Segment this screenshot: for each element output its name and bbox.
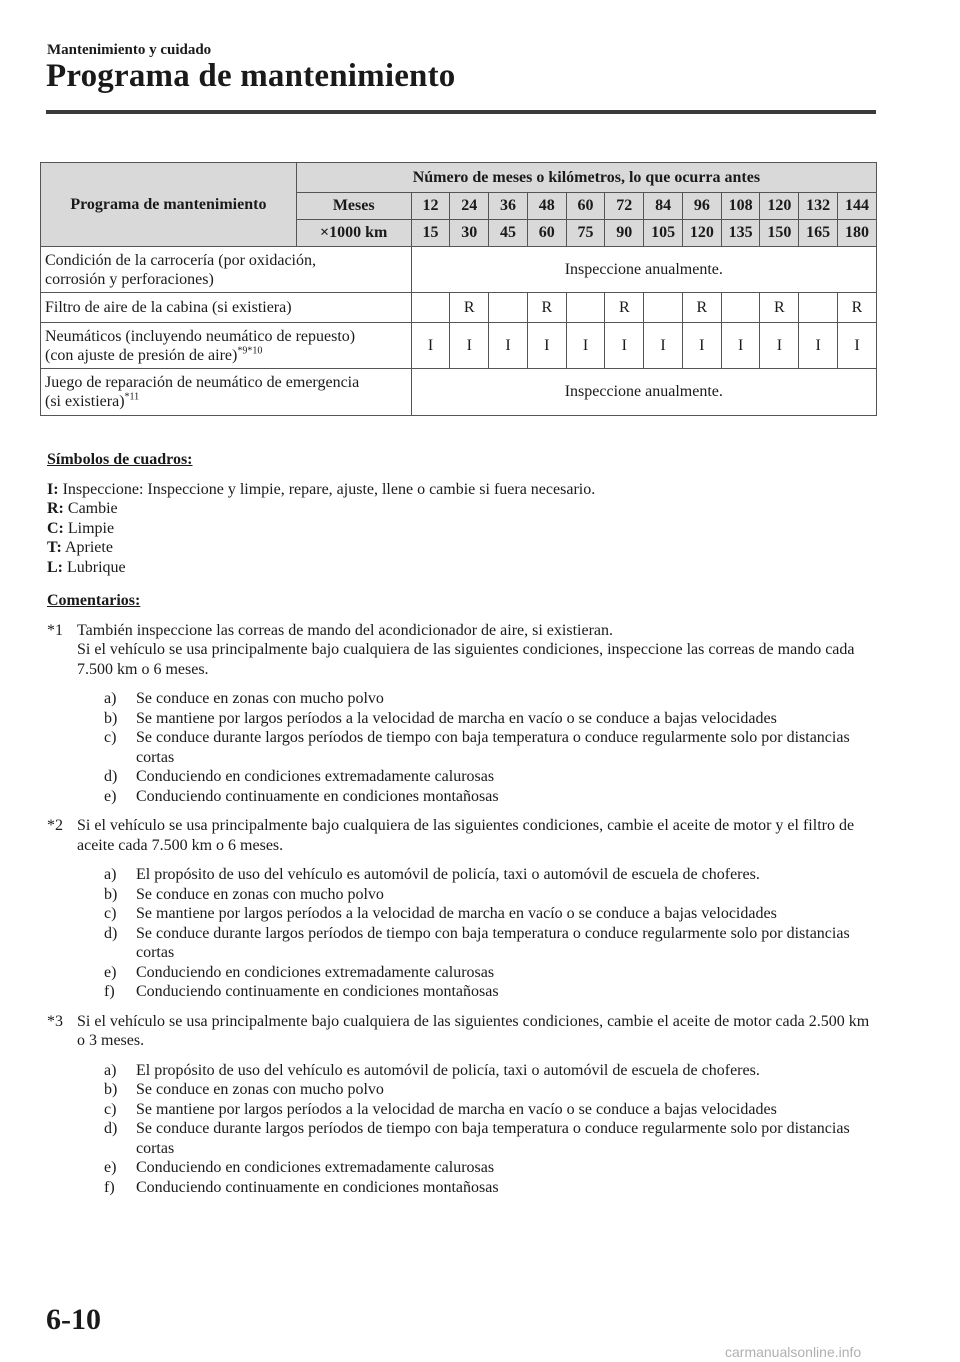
table-corner-header: Programa de mantenimiento bbox=[41, 163, 297, 247]
item-letter: b) bbox=[104, 709, 118, 727]
item-letter: f) bbox=[104, 1178, 115, 1196]
item-letter: d) bbox=[104, 924, 118, 942]
item-text: Se conduce en zonas con mucho polvo bbox=[136, 885, 384, 903]
item-text: Se conduce durante largos períodos de tiempo con baja temperatura o conduce regularmente solo por distancias cortas bbox=[136, 924, 850, 961]
watermark: carmanualsonline.info bbox=[725, 1344, 862, 1360]
symbol-key: L: bbox=[47, 558, 63, 576]
symbol-key: I: bbox=[47, 480, 59, 498]
row-item-label bbox=[41, 293, 412, 323]
mark-cell: I bbox=[760, 323, 799, 369]
symbol-text: Lubrique bbox=[67, 558, 126, 576]
condition-list bbox=[104, 1061, 877, 1198]
item-text: Conduciendo continuamente en condiciones montañosas bbox=[136, 983, 499, 1000]
list-item bbox=[104, 1119, 877, 1158]
footnote-ref: *9*10 bbox=[237, 345, 263, 357]
item-line: Filtro de aire de la cabina (si existiera) bbox=[45, 299, 292, 316]
page-number: 6-10 bbox=[46, 1303, 101, 1336]
list-item bbox=[104, 709, 877, 729]
page-title: Programa de mantenimiento bbox=[46, 58, 456, 94]
item-text: Se mantiene por largos períodos a la velocidad de marcha en vacío o se conduce a bajas velocidades bbox=[136, 709, 777, 727]
note-3 bbox=[47, 1012, 877, 1198]
span-instruction: Inspeccione anualmente. bbox=[411, 369, 876, 416]
item-letter: a) bbox=[104, 866, 117, 883]
span-instruction: Inspeccione anualmente. bbox=[411, 247, 876, 293]
symbol-text: Cambie bbox=[67, 500, 118, 517]
note-text: También inspeccione las correas de mando del acondicionador de aire, si existieran. bbox=[77, 621, 613, 639]
item-text: Conduciendo en condiciones extremadamente calurosas bbox=[136, 768, 495, 785]
item-letter: d) bbox=[104, 1120, 118, 1137]
note-text: Si el vehículo se usa principalmente bajo cualquiera de las siguientes condiciones, cambie el aceite de motor y el filtro de aceite cada 7.500 km o 6 meses. bbox=[77, 817, 855, 854]
months-cell: 12 bbox=[411, 193, 450, 220]
mark-cell bbox=[644, 293, 683, 323]
symbol-text: Apriete bbox=[64, 539, 113, 556]
mark-cell: I bbox=[682, 323, 721, 369]
list-item bbox=[104, 1158, 877, 1178]
months-cell: 36 bbox=[489, 193, 528, 220]
symbol-text: Limpie bbox=[67, 519, 115, 537]
mark-cell bbox=[411, 293, 450, 323]
condition-list bbox=[104, 689, 877, 806]
symbol-item bbox=[47, 538, 877, 558]
item-text: Conduciendo continuamente en condiciones montañosas bbox=[136, 1178, 499, 1196]
item-letter: c) bbox=[104, 1100, 117, 1118]
mark-cell: I bbox=[644, 323, 683, 369]
item-line: Condición de la carrocería (por oxidación, bbox=[45, 251, 316, 269]
mark-cell: I bbox=[450, 323, 489, 369]
months-cell: 144 bbox=[838, 193, 877, 220]
months-cell: 108 bbox=[721, 193, 760, 220]
note-2 bbox=[47, 816, 877, 1002]
item-line: (con ajuste de presión de aire) bbox=[45, 346, 238, 364]
row-item-label bbox=[41, 247, 412, 293]
item-letter: c) bbox=[104, 729, 117, 746]
list-item bbox=[104, 982, 877, 1002]
item-line: Juego de reparación de neumático de emergencia bbox=[45, 374, 360, 391]
mark-cell: I bbox=[566, 323, 605, 369]
table-row bbox=[41, 247, 877, 293]
symbol-text: Inspeccione: Inspeccione y limpie, repare, ajuste, llene o cambie si fuera necesario. bbox=[62, 480, 596, 498]
item-letter: b) bbox=[104, 1081, 118, 1098]
note-number: *2 bbox=[47, 817, 63, 834]
item-letter: a) bbox=[104, 1061, 117, 1079]
mark-cell: I bbox=[838, 323, 877, 369]
title-rule bbox=[46, 110, 876, 114]
months-cell: 132 bbox=[799, 193, 838, 220]
list-item bbox=[104, 767, 877, 787]
symbol-item bbox=[47, 558, 877, 578]
item-text: Se conduce durante largos períodos de tiempo con baja temperatura o conduce regularmente solo por distancias cortas bbox=[136, 1120, 850, 1157]
note-text: Si el vehículo se usa principalmente bajo cualquiera de las siguientes condiciones, inspeccione las correas de mando cada 7.500 km o 6 meses. bbox=[77, 641, 855, 678]
km-cell: 45 bbox=[489, 220, 528, 247]
item-letter: e) bbox=[104, 963, 117, 981]
months-cell: 60 bbox=[566, 193, 605, 220]
list-item bbox=[104, 904, 877, 924]
item-line: Neumáticos (incluyendo neumático de repuesto) bbox=[45, 327, 356, 345]
list-item bbox=[104, 885, 877, 905]
item-letter: c) bbox=[104, 905, 117, 922]
symbols-heading: Símbolos de cuadros: bbox=[47, 451, 193, 468]
row-item-label bbox=[41, 323, 412, 369]
item-letter: f) bbox=[104, 983, 115, 1000]
item-line: corrosión y perforaciones) bbox=[45, 270, 214, 288]
table-row bbox=[41, 323, 877, 369]
symbol-item bbox=[47, 480, 877, 500]
interval-title: Número de meses o kilómetros, lo que ocurra antes bbox=[296, 163, 876, 193]
km-cell: 15 bbox=[411, 220, 450, 247]
list-item bbox=[104, 1178, 877, 1198]
table-row bbox=[41, 369, 877, 416]
mark-cell: I bbox=[799, 323, 838, 369]
months-cell: 84 bbox=[644, 193, 683, 220]
months-cell: 120 bbox=[760, 193, 799, 220]
list-item bbox=[104, 1100, 877, 1120]
list-item bbox=[104, 924, 877, 963]
mark-cell: R bbox=[838, 293, 877, 323]
list-item bbox=[104, 1080, 877, 1100]
km-cell: 120 bbox=[682, 220, 721, 247]
footnote-ref: *11 bbox=[124, 391, 140, 403]
mark-cell: I bbox=[527, 323, 566, 369]
list-item bbox=[104, 689, 877, 709]
table-row bbox=[41, 293, 877, 323]
item-letter: b) bbox=[104, 885, 118, 903]
item-text: Se conduce durante largos períodos de tiempo con baja temperatura o conduce regularmente solo por distancias cortas bbox=[136, 729, 850, 766]
symbol-key: C: bbox=[47, 519, 64, 537]
list-item bbox=[104, 865, 877, 885]
note-number: *3 bbox=[47, 1012, 63, 1030]
mark-cell: R bbox=[605, 293, 644, 323]
list-item bbox=[104, 728, 877, 767]
item-text: El propósito de uso del vehículo es automóvil de policía, taxi o automóvil de escuela de choferes. bbox=[136, 866, 760, 883]
symbol-key: T: bbox=[47, 539, 62, 556]
item-text: Se conduce en zonas con mucho polvo bbox=[136, 1081, 384, 1098]
item-text: El propósito de uso del vehículo es automóvil de policía, taxi o automóvil de escuela de choferes. bbox=[136, 1061, 760, 1079]
symbol-item bbox=[47, 499, 877, 519]
km-cell: 75 bbox=[566, 220, 605, 247]
note-text: Si el vehículo se usa principalmente bajo cualquiera de las siguientes condiciones, cambie el aceite de motor cada 2.500 km o 3 meses. bbox=[77, 1012, 870, 1049]
note-1 bbox=[47, 621, 877, 807]
mark-cell: R bbox=[682, 293, 721, 323]
mark-cell: I bbox=[721, 323, 760, 369]
item-letter: e) bbox=[104, 787, 117, 805]
months-cell: 72 bbox=[605, 193, 644, 220]
symbol-key: R: bbox=[47, 500, 64, 517]
km-cell: 60 bbox=[527, 220, 566, 247]
item-text: Conduciendo en condiciones extremadamente calurosas bbox=[136, 963, 495, 981]
symbol-item bbox=[47, 519, 877, 539]
mark-cell: R bbox=[527, 293, 566, 323]
months-cell: 96 bbox=[682, 193, 721, 220]
mark-cell bbox=[566, 293, 605, 323]
km-cell: 135 bbox=[721, 220, 760, 247]
item-text: Conduciendo en condiciones extremadamente calurosas bbox=[136, 1159, 495, 1176]
condition-list bbox=[104, 865, 877, 1002]
section-label: Mantenimiento y cuidado bbox=[47, 42, 212, 58]
months-label: Meses bbox=[296, 193, 411, 220]
mark-cell bbox=[489, 293, 528, 323]
list-item bbox=[104, 787, 877, 807]
km-cell: 165 bbox=[799, 220, 838, 247]
mark-cell: I bbox=[489, 323, 528, 369]
note-number: *1 bbox=[47, 621, 63, 639]
comments-section bbox=[47, 591, 877, 1197]
km-label: ×1000 km bbox=[296, 220, 411, 247]
mark-cell: I bbox=[411, 323, 450, 369]
km-cell: 150 bbox=[760, 220, 799, 247]
item-letter: d) bbox=[104, 768, 118, 785]
item-letter: a) bbox=[104, 690, 117, 707]
item-letter: e) bbox=[104, 1159, 117, 1176]
maintenance-table bbox=[40, 162, 877, 416]
mark-cell bbox=[799, 293, 838, 323]
list-item bbox=[104, 963, 877, 983]
km-cell: 30 bbox=[450, 220, 489, 247]
item-line: (si existiera) bbox=[45, 393, 125, 410]
mark-cell: R bbox=[450, 293, 489, 323]
item-text: Se mantiene por largos períodos a la velocidad de marcha en vacío o se conduce a bajas velocidades bbox=[136, 905, 777, 922]
months-cell: 48 bbox=[527, 193, 566, 220]
comments-heading: Comentarios: bbox=[47, 592, 141, 609]
km-cell: 105 bbox=[644, 220, 683, 247]
mark-cell: I bbox=[605, 323, 644, 369]
mark-cell: R bbox=[760, 293, 799, 323]
item-text: Se conduce en zonas con mucho polvo bbox=[136, 690, 384, 707]
item-text: Se mantiene por largos períodos a la velocidad de marcha en vacío o se conduce a bajas velocidades bbox=[136, 1100, 777, 1118]
symbols-section bbox=[47, 450, 877, 577]
row-item-label bbox=[41, 369, 412, 416]
mark-cell bbox=[721, 293, 760, 323]
item-text: Conduciendo continuamente en condiciones montañosas bbox=[136, 787, 499, 805]
list-item bbox=[104, 1061, 877, 1081]
months-cell: 24 bbox=[450, 193, 489, 220]
km-cell: 180 bbox=[838, 220, 877, 247]
km-cell: 90 bbox=[605, 220, 644, 247]
